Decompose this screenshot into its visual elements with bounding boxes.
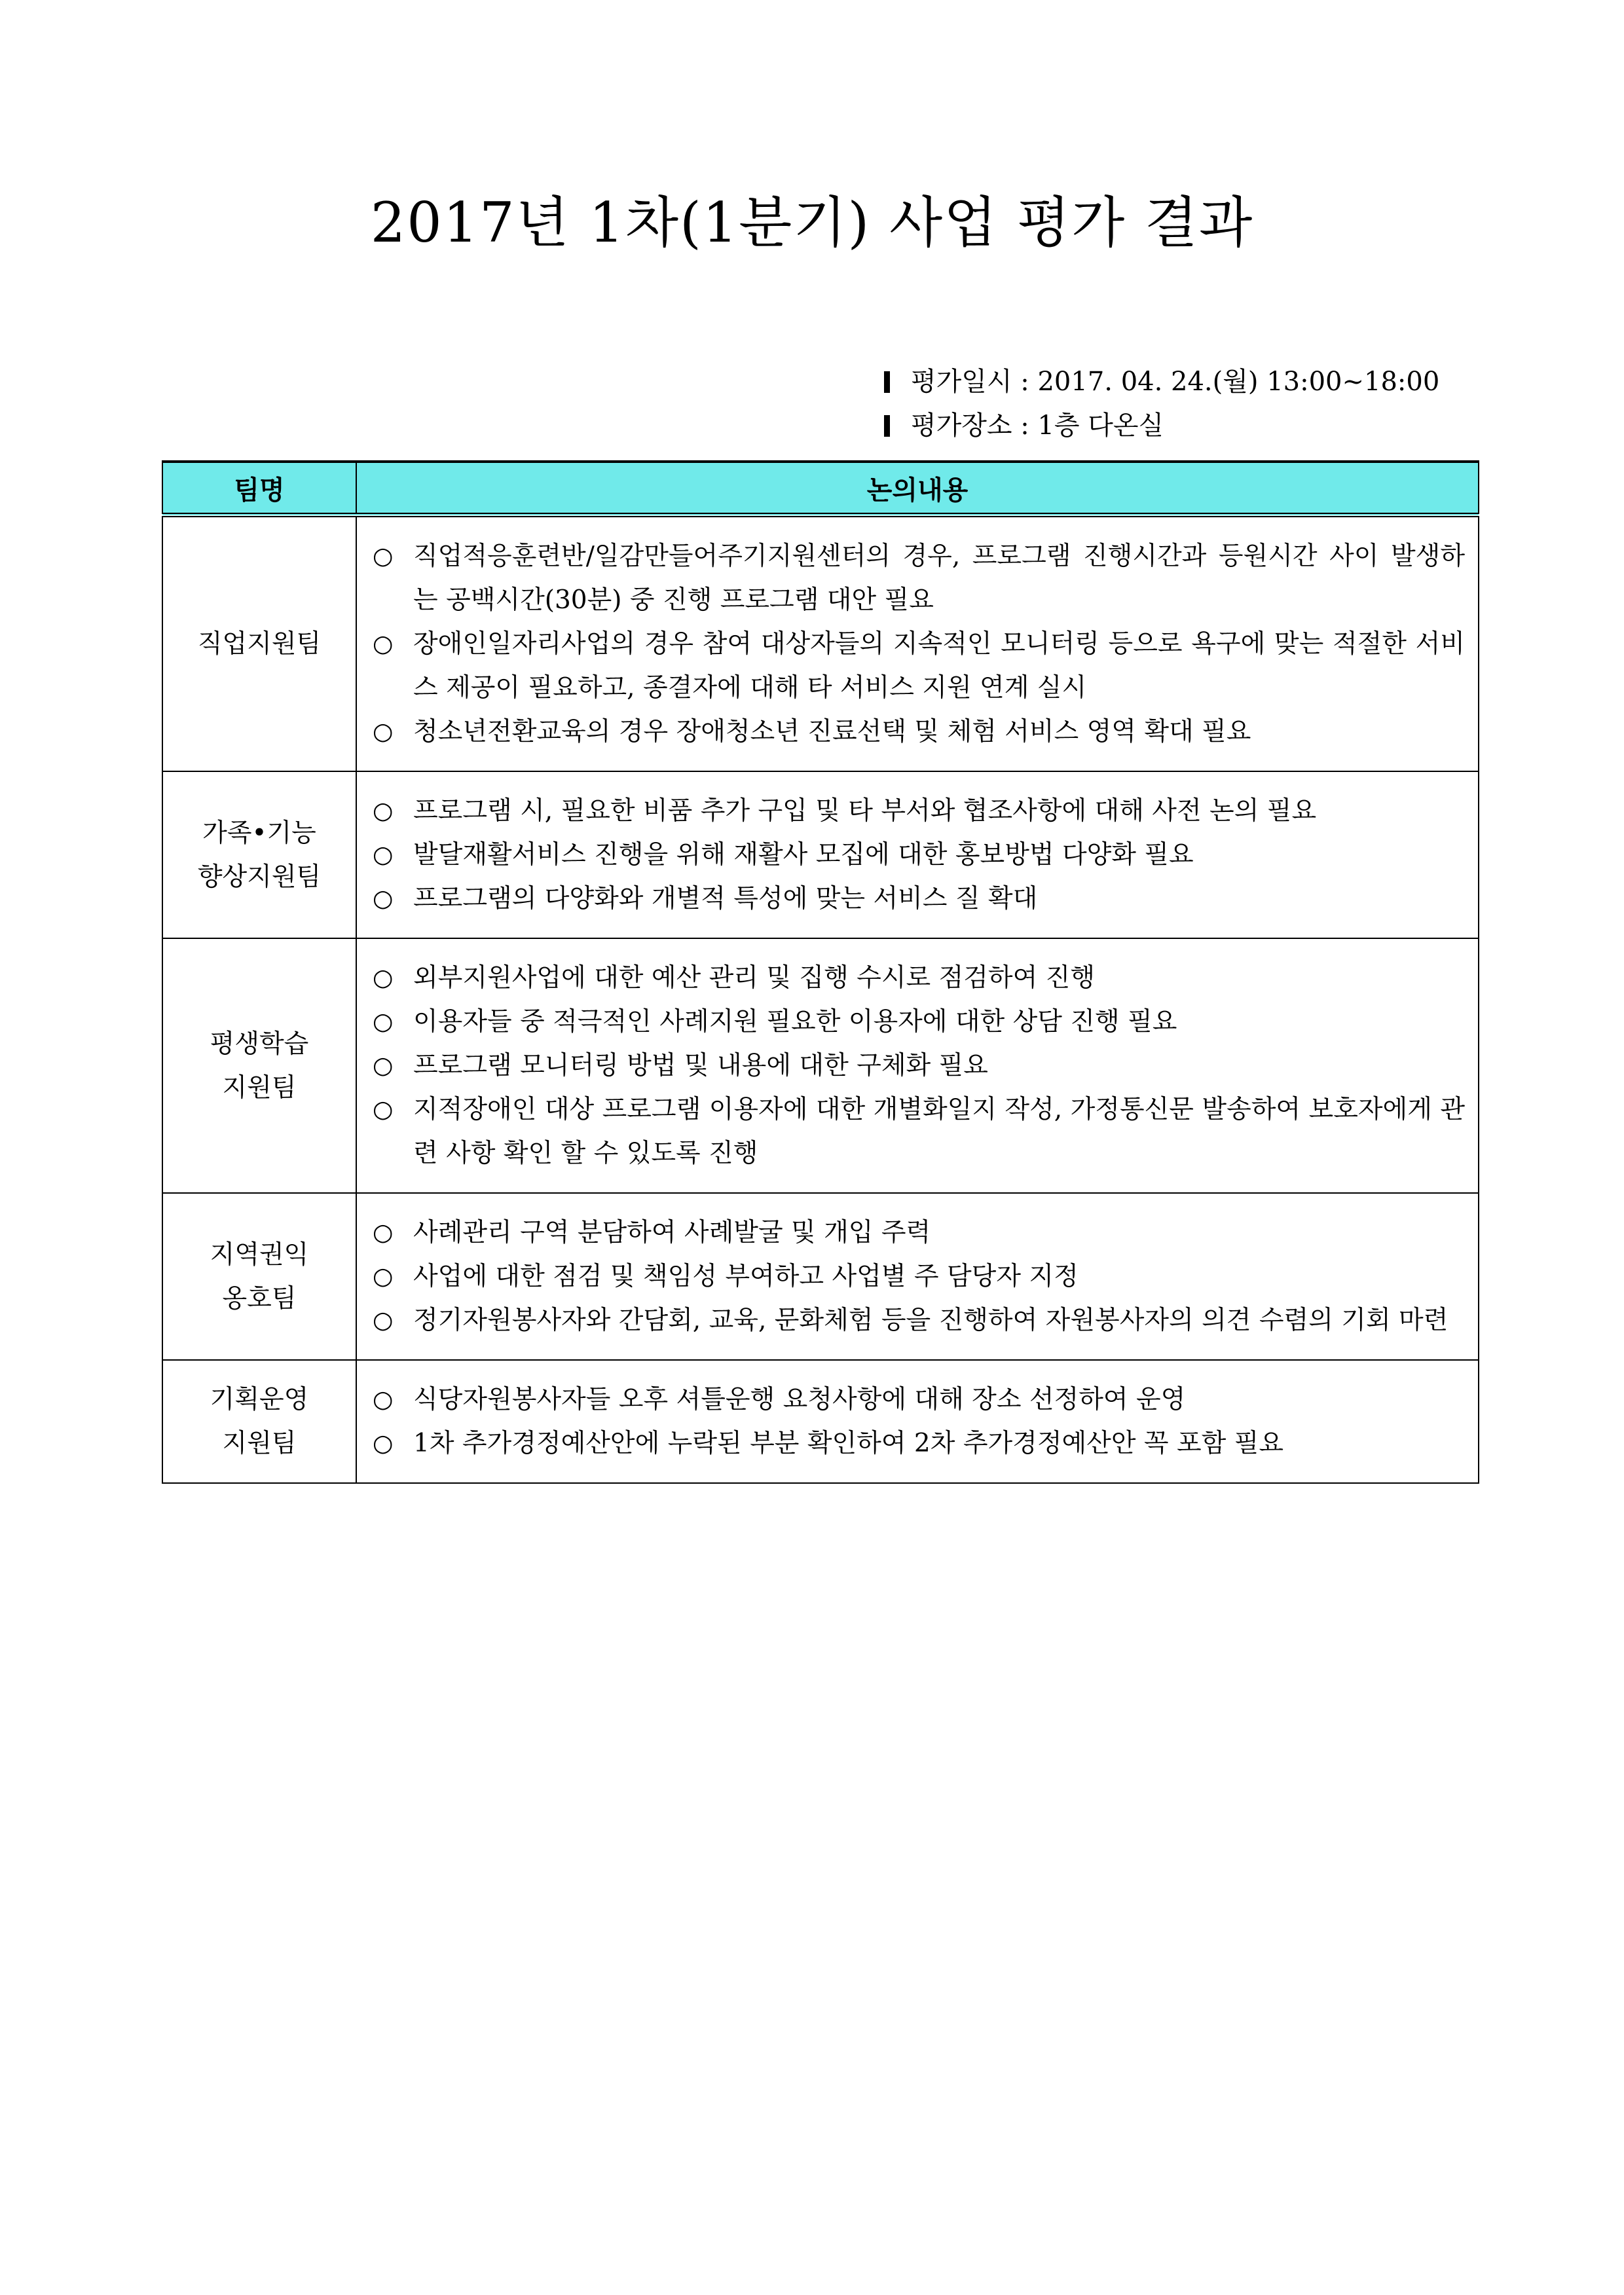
circle-bullet-icon: ○ <box>373 885 394 912</box>
evaluation-table <box>162 460 1479 1484</box>
team-name-cell <box>162 1193 356 1360</box>
discussion-item <box>373 1088 1465 1175</box>
discussion-text: 프로그램의 다양화와 개별적 특성에 맞는 서비스 질 확대 <box>413 884 1038 913</box>
discussion-cell <box>356 1360 1479 1483</box>
circle-bullet-icon: ○ <box>373 1386 394 1413</box>
discussion-text: 1차 추가경정예산안에 누락된 부분 확인하여 2차 추가경정예산안 꼭 포함 필요 <box>413 1429 1284 1458</box>
discussion-text: 이용자들 중 적극적인 사례지원 필요한 이용자에 대한 상담 진행 필요 <box>413 1007 1177 1037</box>
team-name-cell <box>162 771 356 938</box>
discussion-text: 프로그램 시, 필요한 비품 추가 구입 및 타 부서와 협조사항에 대해 사전 논의 필요 <box>413 796 1317 826</box>
circle-bullet-icon: ○ <box>373 1263 394 1290</box>
team-name-cell <box>162 515 356 772</box>
discussion-cell <box>356 1193 1479 1360</box>
meta-label: 평가장소 <box>911 411 1012 441</box>
circle-bullet-icon: ○ <box>373 631 394 657</box>
discussion-item <box>373 1378 1465 1422</box>
discussion-item <box>373 1298 1465 1342</box>
discussion-text: 식당자원봉사자들 오후 셔틀운행 요청사항에 대해 장소 선정하여 운영 <box>413 1385 1186 1414</box>
discussion-cell <box>356 515 1479 772</box>
evaluation-meta <box>884 360 1473 448</box>
discussion-text: 청소년전환교육의 경우 장애청소년 진료선택 및 체험 서비스 영역 확대 필요 <box>413 717 1251 746</box>
meta-label: 평가일시 <box>911 367 1012 397</box>
circle-bullet-icon: ○ <box>373 1096 394 1123</box>
discussion-item <box>373 956 1465 1000</box>
table-row <box>162 938 1479 1193</box>
discussion-item <box>373 789 1465 833</box>
table-row <box>162 1193 1479 1360</box>
team-name-line: 직업지원팀 <box>197 629 322 659</box>
team-name-line: 기획운영 <box>210 1385 309 1414</box>
discussion-item <box>373 1255 1465 1298</box>
discussion-item <box>373 534 1465 622</box>
circle-bullet-icon: ○ <box>373 841 394 868</box>
team-name-line: 옹호팀 <box>222 1283 297 1313</box>
discussion-text: 지적장애인 대상 프로그램 이용자에 대한 개별화일지 작성, 가정통신문 발송하여 보호자에게 관련 사항 확인 할 수 있도록 진행 <box>413 1095 1465 1168</box>
discussion-text: 사례관리 구역 분담하여 사례발굴 및 개입 주력 <box>413 1218 931 1247</box>
discussion-text: 발달재활서비스 진행을 위해 재활사 모집에 대한 홍보방법 다양화 필요 <box>413 840 1194 870</box>
team-name-line: 지원팀 <box>222 1429 297 1458</box>
circle-bullet-icon: ○ <box>373 798 394 824</box>
circle-bullet-icon: ○ <box>373 1008 394 1035</box>
bullet-bar-icon <box>884 415 890 437</box>
circle-bullet-icon: ○ <box>373 1219 394 1246</box>
team-name-line: 지원팀 <box>222 1073 297 1103</box>
discussion-item <box>373 833 1465 877</box>
discussion-item <box>373 1000 1465 1044</box>
discussion-text: 장애인일자리사업의 경우 참여 대상자들의 지속적인 모니터링 등으로 욕구에 맞는 적절한 서비스 제공이 필요하고, 종결자에 대해 타 서비스 지원 연계 실시 <box>413 629 1465 703</box>
meta-value: 1층 다온실 <box>1037 411 1164 441</box>
discussion-item <box>373 622 1465 710</box>
table-row <box>162 771 1479 938</box>
meta-value: 2017. 04. 24.(월) 13:00~18:00 <box>1037 367 1440 397</box>
discussion-text: 사업에 대한 점검 및 책임성 부여하고 사업별 주 담당자 지정 <box>413 1262 1079 1291</box>
team-name-line: 평생학습 <box>210 1029 309 1059</box>
bullet-bar-icon <box>884 371 890 393</box>
team-name-cell <box>162 1360 356 1483</box>
table-row <box>162 1360 1479 1483</box>
circle-bullet-icon: ○ <box>373 964 394 991</box>
team-name-line: 가족•기능 <box>202 818 316 848</box>
discussion-text: 프로그램 모니터링 방법 및 내용에 대한 구체화 필요 <box>413 1051 988 1080</box>
header-team: 팀명 <box>162 462 356 515</box>
discussion-text: 외부지원사업에 대한 예산 관리 및 집행 수시로 점검하여 진행 <box>413 963 1096 993</box>
table-header-row <box>162 462 1479 515</box>
circle-bullet-icon: ○ <box>373 543 394 570</box>
table-body <box>162 515 1479 1484</box>
team-name-cell <box>162 938 356 1193</box>
discussion-item <box>373 710 1465 754</box>
meta-location: 평가장소 : 1층 다온실 <box>884 404 1473 448</box>
meta-datetime: 평가일시 : 2017. 04. 24.(월) 13:00~18:00 <box>884 360 1473 404</box>
discussion-item <box>373 1211 1465 1255</box>
discussion-item <box>373 1422 1465 1465</box>
header-content: 논의내용 <box>356 462 1479 515</box>
circle-bullet-icon: ○ <box>373 1052 394 1079</box>
discussion-text: 직업적응훈련반/일감만들어주기지원센터의 경우, 프로그램 진행시간과 등원시간 사이 발생하는 공백시간(30분) 중 진행 프로그램 대안 필요 <box>413 542 1465 615</box>
circle-bullet-icon: ○ <box>373 1307 394 1334</box>
discussion-item <box>373 1044 1465 1088</box>
discussion-cell <box>356 938 1479 1193</box>
team-name-line: 지역권익 <box>210 1239 309 1270</box>
circle-bullet-icon: ○ <box>373 1430 394 1457</box>
discussion-item <box>373 877 1465 921</box>
page-title: 2017년 1차(1분기) 사업 평가 결과 <box>370 191 1254 255</box>
discussion-cell <box>356 771 1479 938</box>
team-name-line: 향상지원팀 <box>197 862 322 892</box>
table-row <box>162 515 1479 772</box>
discussion-text: 정기자원봉사자와 간담회, 교육, 문화체험 등을 진행하여 자원봉사자의 의견 수렴의 기회 마련 <box>413 1306 1449 1335</box>
circle-bullet-icon: ○ <box>373 718 394 745</box>
